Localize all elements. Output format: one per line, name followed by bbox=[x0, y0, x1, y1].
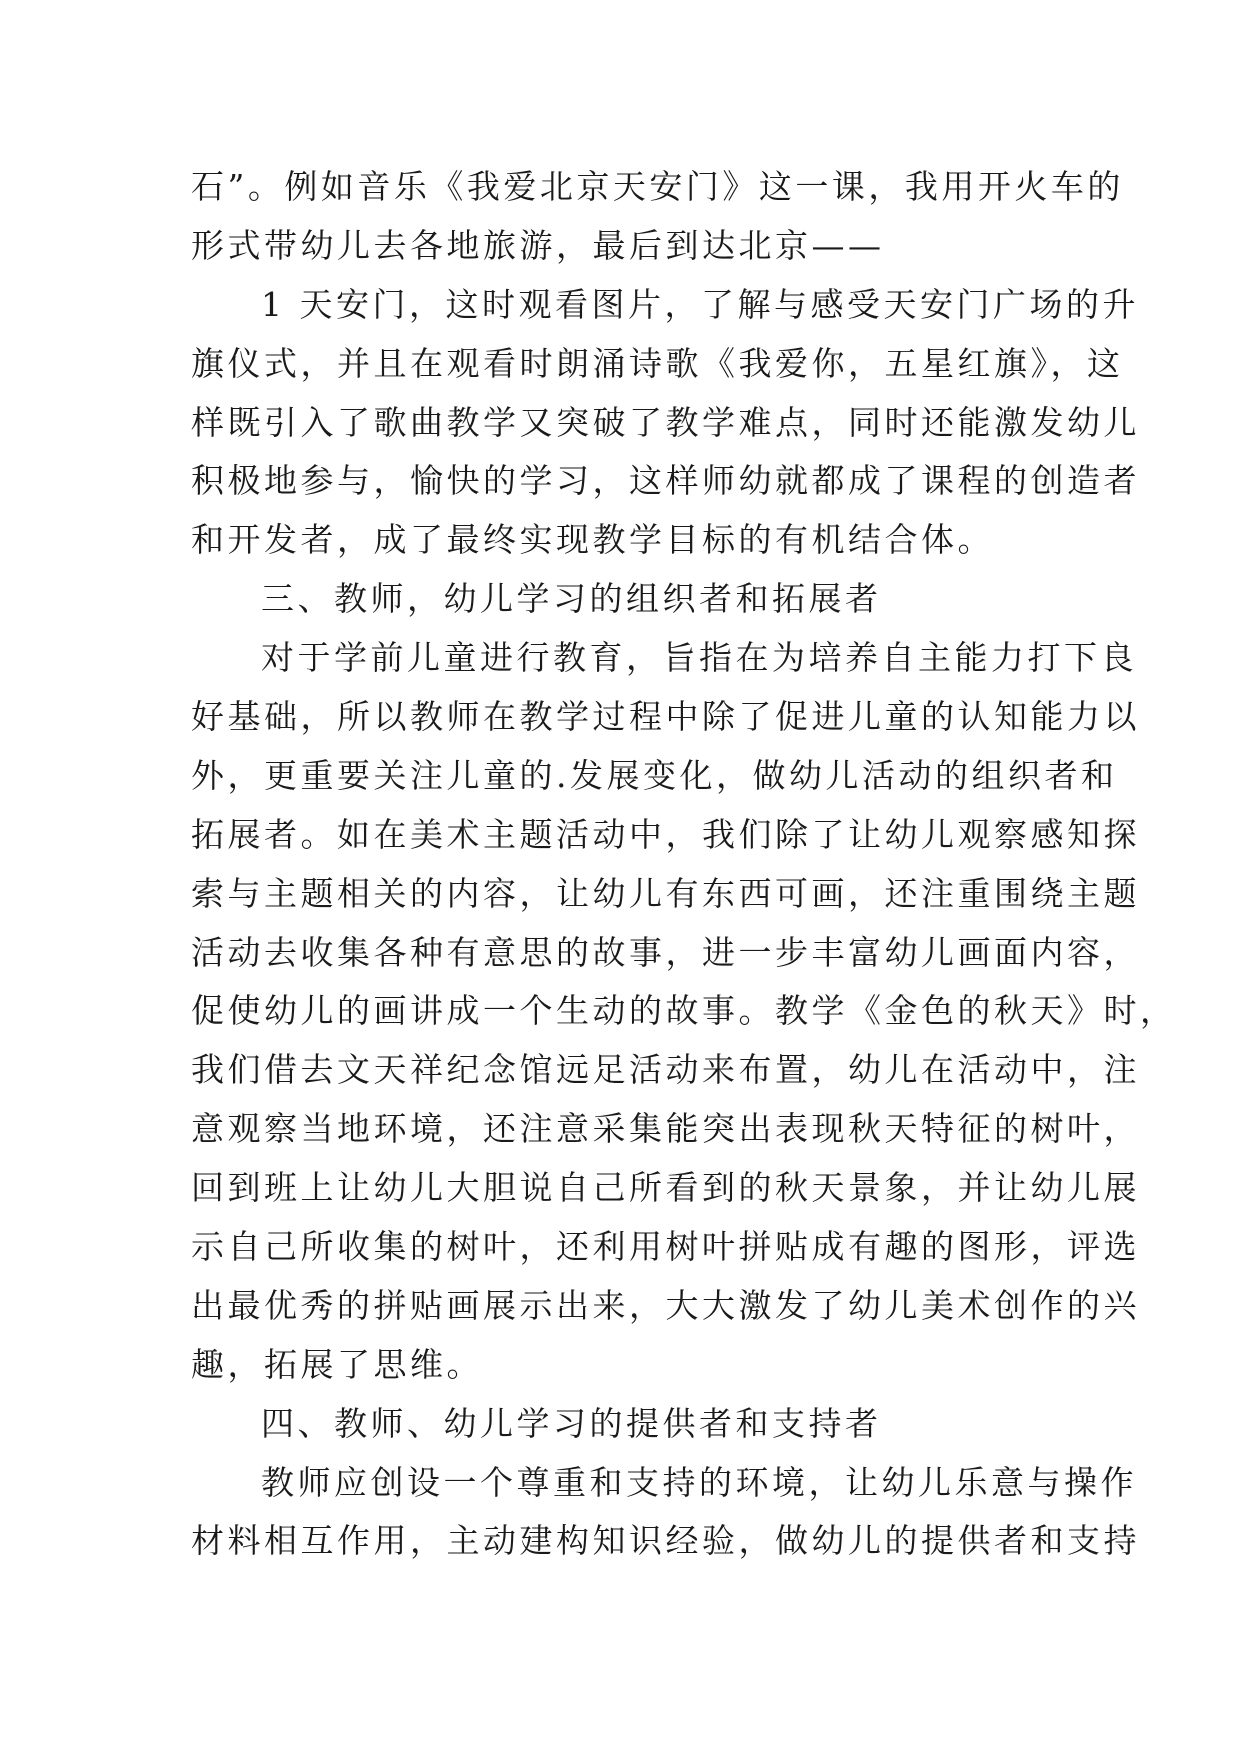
document-body bbox=[191, 158, 1177, 1571]
text-line: 石”。例如音乐《我爱北京天安门》这一课，我用开火车的 bbox=[191, 167, 1124, 206]
text-line: 活动去收集各种有意思的故事，进一步丰富幼儿画面内容， bbox=[191, 932, 1140, 972]
text-line: 示自己所收集的树叶，还利用树叶拼贴成有趣的图形，评选 bbox=[191, 1227, 1140, 1267]
section-heading-line: 三、教师，幼儿学习的组织者和拓展者 bbox=[261, 579, 882, 619]
text-line: 教师应创设一个尊重和支持的环境，让幼儿乐意与操作 bbox=[261, 1462, 1137, 1502]
section-heading-line: 四、教师、幼儿学习的提供者和支持者 bbox=[261, 1403, 882, 1443]
text-line: 形式带幼儿去各地旅游，最后到达北京—— bbox=[191, 225, 885, 265]
text-line: 意观察当地环境，还注意采集能突出表现秋天特征的树叶， bbox=[191, 1109, 1140, 1149]
text-line: 材料相互作用，主动建构知识经验，做幼儿的提供者和支持 bbox=[191, 1521, 1140, 1561]
text-line: 促使幼儿的画讲成一个生动的故事。教学《金色的秋天》时， bbox=[191, 991, 1177, 1031]
text-line: 趣，拓展了思维。 bbox=[191, 1344, 483, 1384]
text-line: 拓展者。如在美术主题活动中，我们除了让幼儿观察感知探 bbox=[191, 814, 1140, 854]
text-line: 对于学前儿童进行教育，旨指在为培养自主能力打下良 bbox=[261, 638, 1137, 678]
text-line: 好基础，所以教师在教学过程中除了促进儿童的认知能力以 bbox=[191, 697, 1140, 737]
text-line: 1 天安门，这时观看图片，了解与感受天安门广场的升 bbox=[261, 284, 1139, 324]
text-line: 索与主题相关的内容，让幼儿有东西可画，还注重围绕主题 bbox=[191, 873, 1140, 913]
text-line: 外，更重要关注儿童的.发展变化，做幼儿活动的组织者和 bbox=[191, 755, 1118, 795]
text-line: 出最优秀的拼贴画展示出来，大大激发了幼儿美术创作的兴 bbox=[191, 1285, 1140, 1325]
text-line: 我们借去文天祥纪念馆远足活动来布置，幼儿在活动中，注 bbox=[191, 1050, 1140, 1090]
text-line: 积极地参与，愉快的学习，这样师幼就都成了课程的创造者 bbox=[191, 461, 1140, 501]
text-line: 旗仪式，并且在观看时朗涌诗歌《我爱你，五星红旗》，这 bbox=[191, 343, 1124, 383]
text-line: 回到班上让幼儿大胆说自己所看到的秋天景象，并让幼儿展 bbox=[191, 1168, 1140, 1208]
text-line: 和开发者，成了最终实现教学目标的有机结合体。 bbox=[191, 520, 994, 560]
text-line: 样既引入了歌曲教学又突破了教学难点，同时还能激发幼儿 bbox=[191, 402, 1140, 442]
